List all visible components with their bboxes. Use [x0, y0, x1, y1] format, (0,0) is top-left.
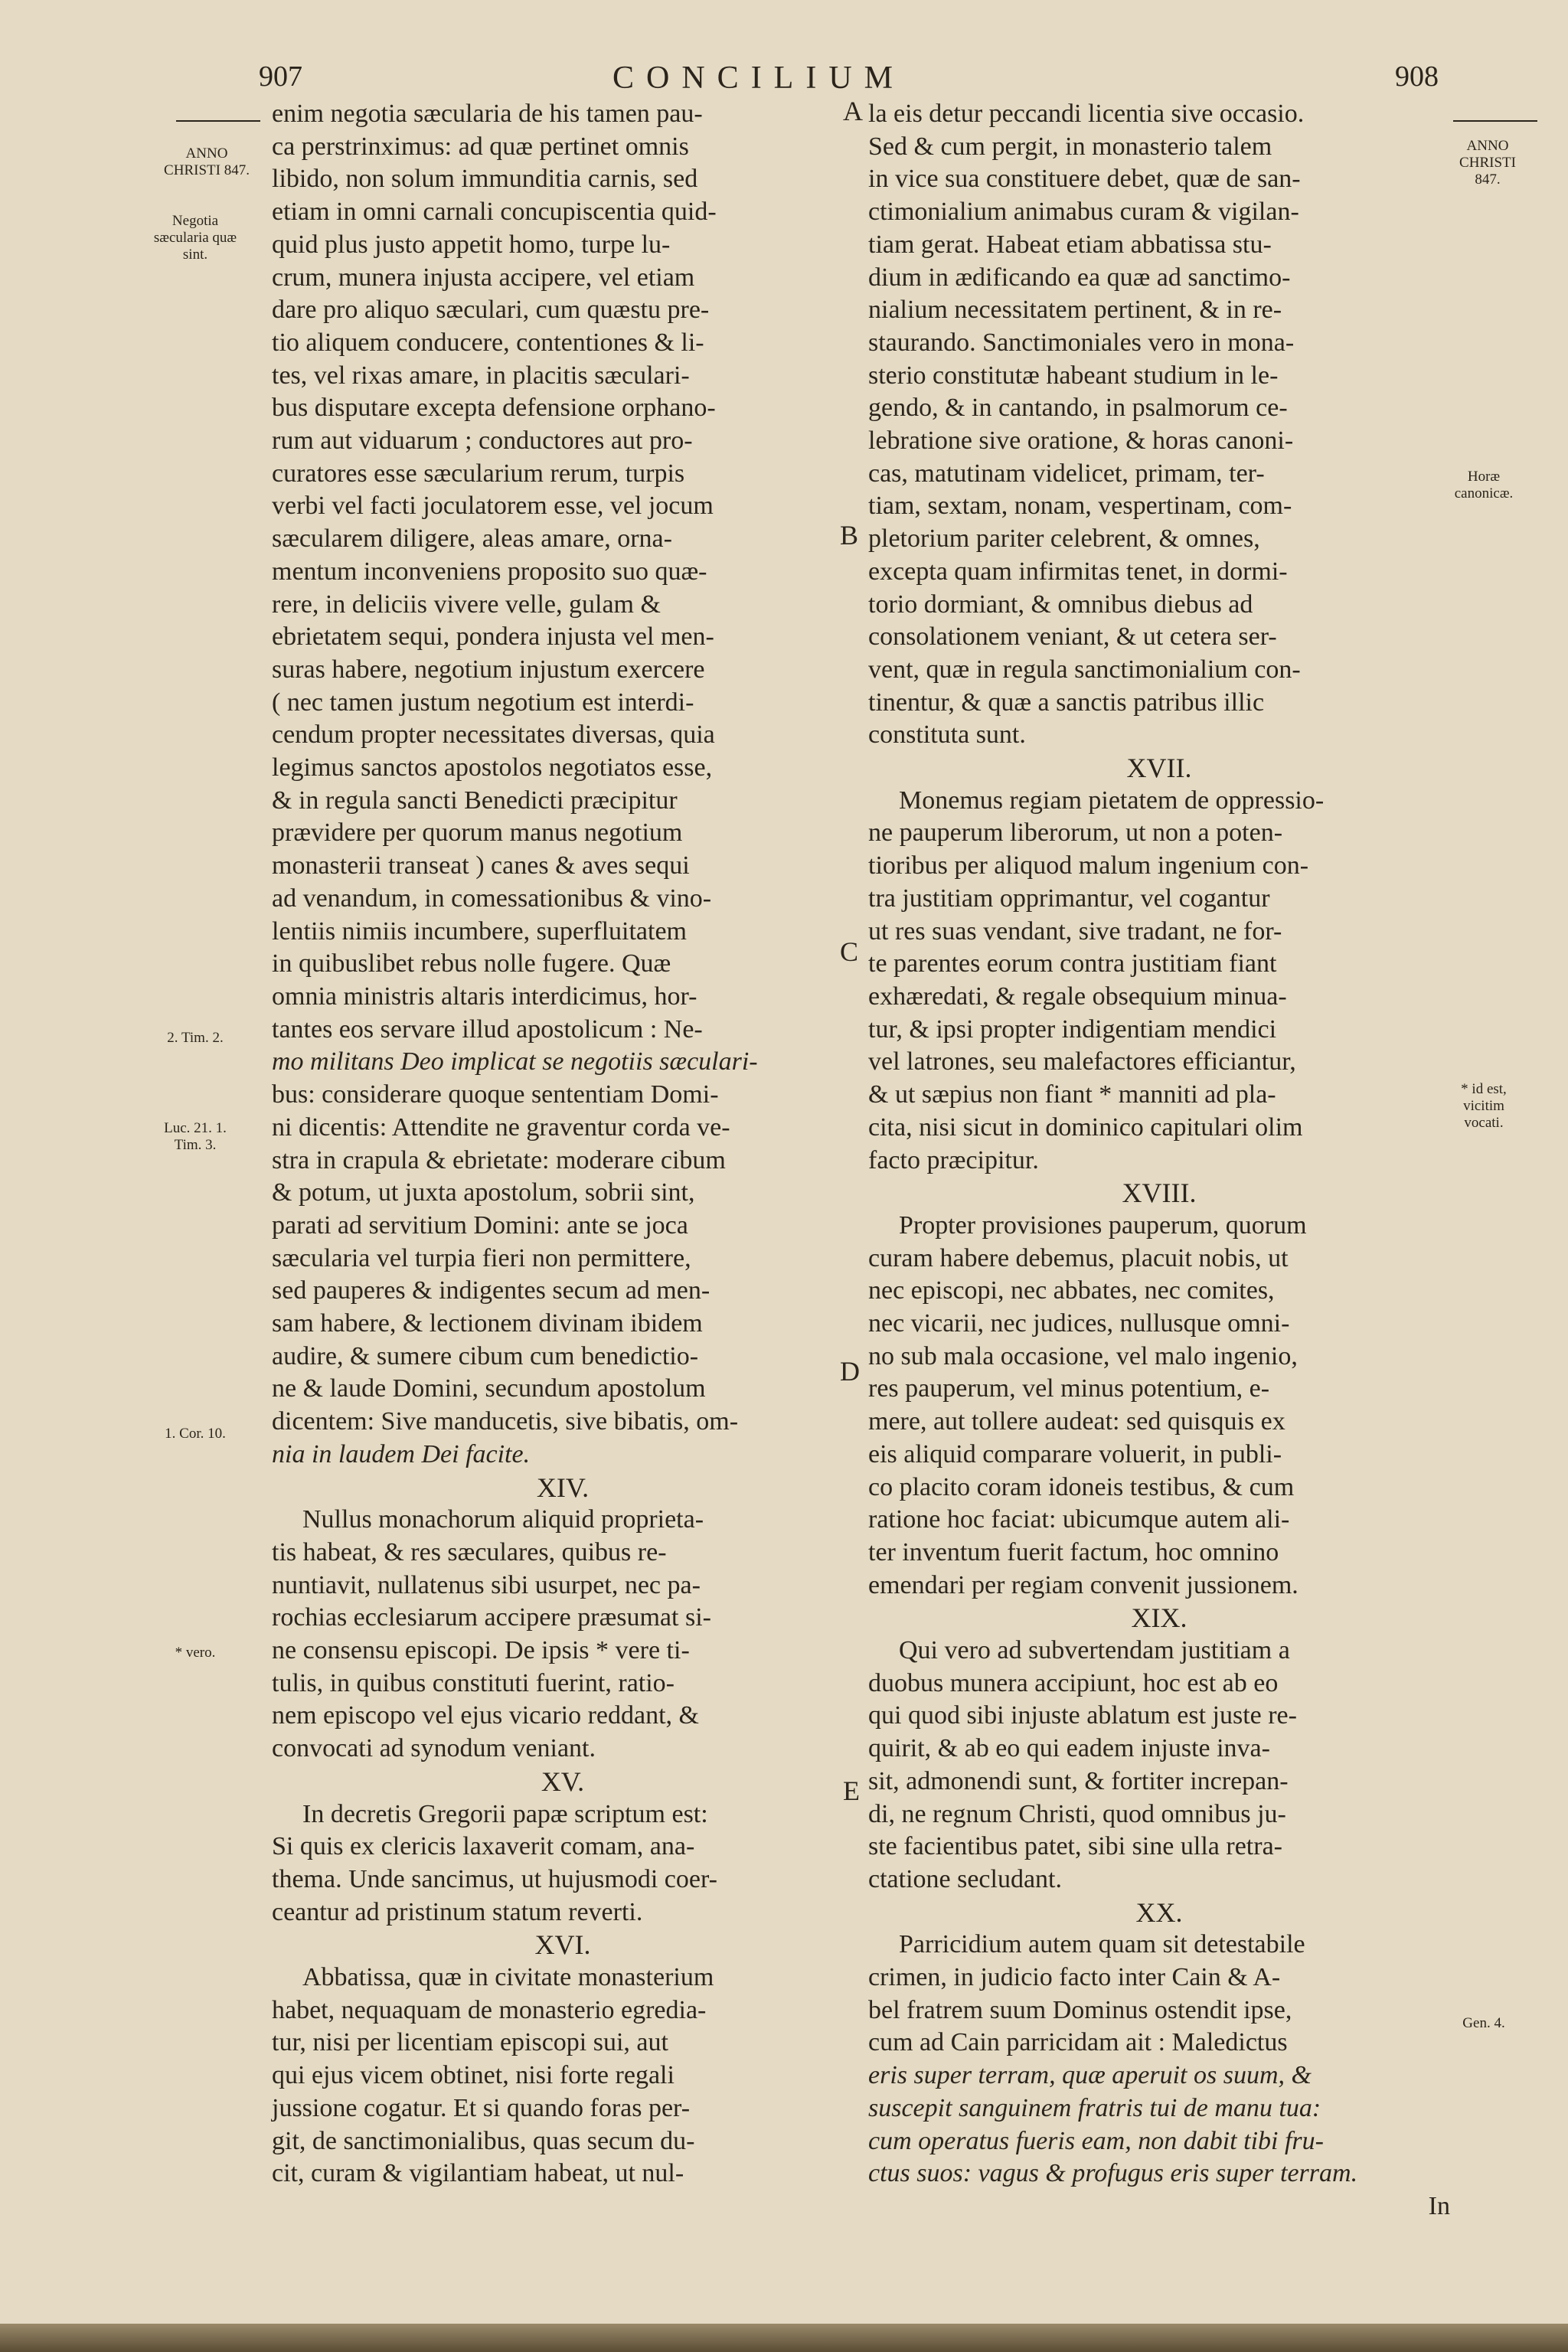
text-line: ut res suas vendant, sive tradant, ne for-	[868, 916, 1282, 946]
text-line: vel latrones, seu malefactores efficiantur,	[868, 1047, 1296, 1076]
gutter-letter-d: D	[840, 1356, 860, 1387]
text-line: quirit, & ab eo qui eadem injuste inva-	[868, 1734, 1270, 1763]
text-line: tioribus per aliquod malum ingenium con-	[868, 851, 1309, 880]
text-line: exhæredati, & regale obsequium minua-	[868, 982, 1287, 1011]
text-line: verbi vel facti joculatorem esse, vel jocum	[272, 492, 714, 521]
text-line: & in regula sancti Benedicti præcipitur	[272, 786, 678, 815]
margin-note-gen: Gen. 4.	[1462, 2015, 1505, 2031]
text-line: habet, nequaquam de monasterio egredia-	[272, 1995, 707, 2024]
text-line: tis habeat, & res sæculares, quibus re-	[272, 1537, 667, 1566]
text-line: tur, nisi per licentiam episcopi sui, aut	[272, 2028, 668, 2057]
margin-note-anno-right: ANNO CHRISTI 847.	[1459, 138, 1516, 188]
text-line: ne & laude Domini, secundum apostolum	[272, 1374, 706, 1403]
text-line: nuntiavit, nullatenus sibi usurpet, nec pa-	[272, 1570, 701, 1599]
text-line: res pauperum, vel minus potentium, e-	[868, 1374, 1270, 1403]
right-page-number: 908	[1395, 60, 1439, 93]
page-edge-shadow	[0, 2324, 1568, 2352]
text-line: legimus sanctos apostolos negotiatos esse,	[272, 753, 713, 782]
text-line: mo militans Deo implicat se negotiis sæculari-	[272, 1047, 758, 1076]
text-line: monasterii transeat ) canes & aves sequi	[272, 851, 690, 880]
text-line: suras habere, negotium injustum exercere	[272, 655, 705, 684]
text-line: sed pauperes & indigentes secum ad men-	[272, 1276, 710, 1305]
section-heading-xiv: XIV.	[536, 1472, 590, 1503]
text-line: jussione cogatur. Et si quando foras per-	[272, 2093, 691, 2122]
text-line: cit, curam & vigilantiam habeat, ut nul-	[272, 2159, 684, 2188]
text-line: qui ejus vicem obtinet, nisi forte regali	[272, 2061, 675, 2090]
text-line: cum ad Cain parricidam ait : Maledictus	[868, 2028, 1288, 2057]
text-line: sæcularem diligere, aleas amare, orna-	[272, 524, 672, 554]
text-line: duobus munera accipiunt, hoc est ab eo	[868, 1668, 1279, 1697]
text-line: ad venandum, in comessationibus & vino-	[272, 884, 712, 913]
section-heading-xviii: XVIII.	[1122, 1178, 1197, 1209]
running-title: CONCILIUM	[612, 60, 905, 96]
text-line: vent, quæ in regula sanctimonialium con-	[868, 655, 1301, 684]
section-heading-xv: XV.	[541, 1766, 585, 1797]
margin-note-anno-left: ANNO CHRISTI 847.	[164, 145, 250, 178]
text-line: suscepit sanguinem fratris tui de manu tua:	[868, 2093, 1321, 2122]
gutter-letter-b: B	[840, 520, 859, 550]
text-line: thema. Unde sancimus, ut hujusmodi coer-	[272, 1864, 717, 1893]
text-line: nec vicarii, nec judices, nullusque omni-	[868, 1309, 1290, 1338]
text-line: cum operatus fueris eam, non dabit tibi fru-	[868, 2126, 1324, 2155]
text-line: Parricidium autem quam sit detestabile	[899, 1930, 1305, 1959]
text-line: rum aut viduarum ; conductores aut pro-	[272, 426, 693, 456]
text-line: curatores esse sæcularium rerum, turpis	[272, 459, 685, 488]
text-line: tulis, in quibus constituti fuerint, ratio-	[272, 1668, 675, 1697]
text-line: & ut sæpius non fiant * manniti ad pla-	[868, 1080, 1276, 1109]
text-line: In decretis Gregorii papæ scriptum est:	[302, 1799, 708, 1828]
text-line: etiam in omni carnali concupiscentia quid-	[272, 198, 717, 227]
catchword: In	[1428, 2192, 1450, 2220]
text-line: ceantur ad pristinum statum reverti.	[272, 1897, 643, 1926]
text-line: Abbatissa, quæ in civitate monasterium	[302, 1963, 714, 1992]
margin-note-manniti: * id est, vicitim vocati.	[1461, 1081, 1507, 1131]
text-line: excepta quam infirmitas tenet, in dormi-	[868, 557, 1288, 586]
text-line: Si quis ex clericis laxaverit comam, ana-	[272, 1832, 695, 1861]
text-line: nia in laudem Dei facite.	[272, 1439, 531, 1468]
text-line: tiam gerat. Habeat etiam abbatissa stu-	[868, 230, 1272, 259]
text-line: curam habere debemus, placuit nobis, ut	[868, 1243, 1289, 1272]
left-text-column	[272, 98, 854, 2190]
text-line: ste facientibus patet, sibi sine ulla retra-	[868, 1832, 1282, 1861]
text-line: co placito coram idoneis testibus, & cum	[868, 1472, 1295, 1501]
text-line: emendari per regiam convenit jussionem.	[868, 1570, 1298, 1599]
text-line: ter inventum fuerit factum, hoc omnino	[868, 1537, 1279, 1566]
text-line: pletorium pariter celebrent, & omnes,	[868, 524, 1260, 554]
text-line: tra justitiam opprimantur, vel cogantur	[868, 884, 1270, 913]
section-heading-xix: XIX.	[1131, 1602, 1187, 1634]
text-line: cita, nisi sicut in dominico capitulari olim	[868, 1112, 1303, 1142]
header-rule-left	[176, 120, 260, 122]
text-line: ne consensu episcopi. De ipsis * vere ti-	[272, 1636, 690, 1665]
text-line: ( nec tamen justum negotium est interdi-	[272, 688, 694, 717]
text-line: te parentes eorum contra justitiam fiant	[868, 949, 1277, 978]
text-line: cendum propter necessitates diversas, quia	[272, 720, 715, 750]
text-line: nem episcopo vel ejus vicario reddant, &	[272, 1701, 699, 1730]
text-line: git, de sanctimonialibus, quas secum du-	[272, 2126, 695, 2155]
text-line: sæcularia vel turpia fieri non permittere,	[272, 1243, 691, 1272]
text-line: bus disputare excepta defensione orphano-	[272, 394, 716, 423]
text-line: libido, non solum immunditia carnis, sed	[272, 165, 698, 194]
text-line: parati ad servitium Domini: ante se joca	[272, 1210, 688, 1240]
text-line: tur, & ipsi propter indigentiam mendici	[868, 1014, 1277, 1044]
text-line: tio aliquem conducere, contentiones & li-	[272, 328, 704, 357]
text-line: rere, in deliciis vivere velle, gulam &	[272, 590, 661, 619]
text-line: rochias ecclesiarum accipere præsumat si-	[272, 1603, 711, 1632]
text-line: sam habere, & lectionem divinam ibidem	[272, 1309, 703, 1338]
left-page-number: 907	[259, 60, 302, 93]
margin-note-vero: * vero.	[175, 1645, 216, 1661]
margin-note-horae: Horæ canonicæ.	[1454, 469, 1514, 501]
text-line: prævidere per quorum manus negotium	[272, 818, 683, 848]
text-line: in quibuslibet rebus nolle fugere. Quæ	[272, 949, 671, 978]
text-line: omnia ministris altaris interdicimus, hor-	[272, 982, 697, 1011]
section-heading-xvi: XVI.	[534, 1929, 591, 1961]
margin-note-1-cor: 1. Cor. 10.	[165, 1426, 226, 1442]
text-line: la eis detur peccandi licentia sive occasio.	[868, 100, 1305, 128]
text-line: convocati ad synodum veniant.	[272, 1734, 596, 1763]
text-line: bus: considerare quoque sententiam Domi-	[272, 1080, 719, 1109]
text-line: gendo, & in cantando, in psalmorum ce-	[868, 394, 1288, 423]
text-line: nialium necessitatem pertinent, & in re-	[868, 296, 1282, 325]
text-line: Propter provisiones pauperum, quorum	[899, 1210, 1307, 1240]
right-text-column	[868, 98, 1450, 2223]
text-line: ni dicentis: Attendite ne graventur corda ve-	[272, 1112, 730, 1142]
gutter-letter-e: E	[843, 1775, 860, 1806]
text-line: Sed & cum pergit, in monasterio talem	[868, 132, 1272, 161]
text-line: tantes eos servare illud apostolicum : Ne-	[272, 1014, 703, 1044]
text-line: enim negotia sæcularia de his tamen pau-	[272, 100, 703, 128]
text-line: nec episcopi, nec abbates, nec comites,	[868, 1276, 1275, 1305]
text-line: constituta sunt.	[868, 720, 1026, 750]
text-line: qui quod sibi injuste ablatum est juste re-	[868, 1701, 1297, 1730]
text-line: sterio constitutæ habeant studium in le-	[868, 361, 1279, 390]
text-line: ebrietatem sequi, pondera injusta vel men-	[272, 622, 714, 652]
text-line: Nullus monachorum aliquid proprieta-	[302, 1505, 704, 1534]
text-line: & potum, ut juxta apostolum, sobrii sint,	[272, 1178, 695, 1207]
gutter-letter-a: A	[843, 96, 863, 126]
text-line: ctatione secludant.	[868, 1864, 1063, 1893]
text-line: dicentem: Sive manducetis, sive bibatis, om-	[272, 1407, 739, 1436]
text-line: quid plus justo appetit homo, turpe lu-	[272, 230, 671, 259]
text-line: lentiis nimiis incumbere, superfluitatem	[272, 916, 687, 946]
text-line: crum, munera injusta accipere, vel etiam	[272, 263, 695, 292]
margin-note-luc-tim: Luc. 21. 1. Tim. 3.	[164, 1120, 227, 1153]
section-heading-xvii: XVII.	[1126, 753, 1192, 784]
text-line: bel fratrem suum Dominus ostendit ipse,	[868, 1995, 1292, 2024]
text-line: lebratione sive oratione, & horas canoni-	[868, 426, 1294, 456]
text-line: Monemus regiam pietatem de oppressio-	[899, 786, 1325, 815]
text-line: mere, aut tollere audeat: sed quisquis ex	[868, 1407, 1285, 1436]
section-heading-xx: XX.	[1135, 1896, 1183, 1928]
text-line: ratione hoc faciat: ubicumque autem ali-	[868, 1505, 1290, 1534]
text-line: ca perstrinximus: ad quæ pertinet omnis	[272, 132, 689, 161]
text-line: tes, vel rixas amare, in placitis sæculari-	[272, 361, 690, 390]
text-line: di, ne regnum Christi, quod omnibus ju-	[868, 1799, 1286, 1828]
text-line: tinentur, & quæ a sanctis patribus illic	[868, 688, 1265, 717]
text-line: tiam, sextam, nonam, vespertinam, com-	[868, 492, 1292, 521]
text-line: mentum inconveniens proposito suo quæ-	[272, 557, 707, 586]
text-line: no sub mala occasione, vel malo ingenio,	[868, 1341, 1298, 1370]
text-line: torio dormiant, & omnibus diebus ad	[868, 590, 1253, 619]
text-line: Qui vero ad subvertendam justitiam a	[899, 1636, 1290, 1665]
margin-note-2-tim: 2. Tim. 2.	[167, 1030, 224, 1046]
text-line: audire, & sumere cibum cum benedictio-	[272, 1341, 699, 1370]
text-line: consolationem veniant, & ut cetera ser-	[868, 622, 1277, 652]
text-line: eis aliquid comparare voluerit, in publi-	[868, 1439, 1282, 1468]
text-line: in vice sua constituere debet, quæ de san-	[868, 165, 1301, 194]
text-line: cas, matutinam videlicet, primam, ter-	[868, 459, 1265, 488]
text-line: ctus suos: vagus & profugus eris super terram.	[868, 2159, 1358, 2188]
text-line: facto præcipitur.	[868, 1145, 1039, 1174]
text-line: crimen, in judicio facto inter Cain & A-	[868, 1963, 1281, 1992]
text-line: ctimonialium animabus curam & vigilan-	[868, 198, 1299, 227]
text-line: eris super terram, quæ aperuit os suum, &	[868, 2061, 1312, 2090]
text-line: ne pauperum liberorum, ut non a poten-	[868, 818, 1283, 848]
margin-note-negotia: Negotia sæcularia quæ sint.	[153, 213, 237, 263]
text-line: dare pro aliquo sæculari, cum quæstu pre-	[272, 296, 710, 325]
text-line: dium in ædificando ea quæ ad sanctimo-	[868, 263, 1291, 292]
header-rule-right	[1453, 120, 1537, 122]
text-line: stra in crapula & ebrietate: moderare cibum	[272, 1145, 726, 1174]
gutter-letter-c: C	[840, 936, 859, 967]
text-line: staurando. Sanctimoniales vero in mona-	[868, 328, 1295, 357]
text-line: sit, admonendi sunt, & fortiter increpan-	[868, 1766, 1289, 1795]
